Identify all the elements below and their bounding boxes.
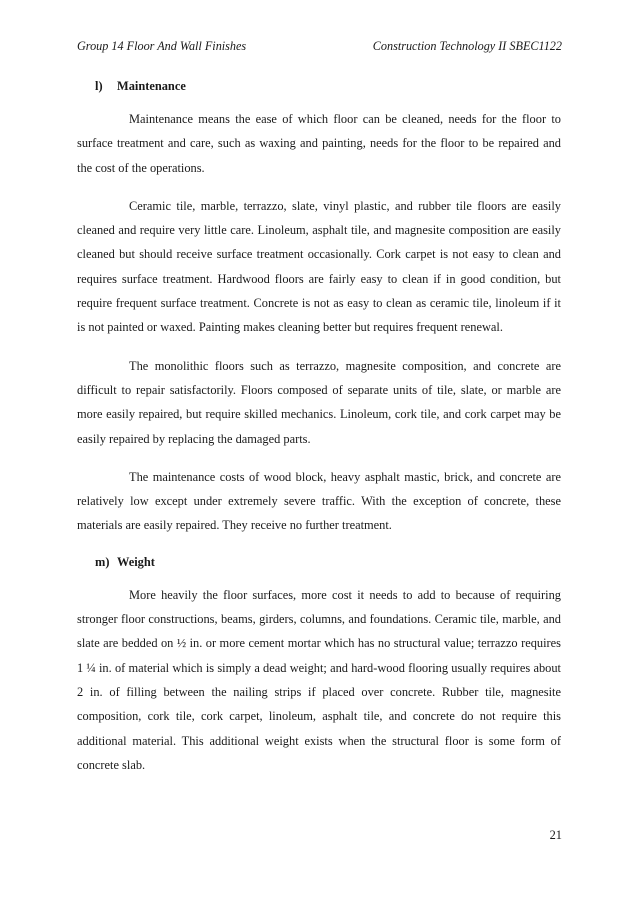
section-marker: m) — [95, 554, 110, 569]
page-number: 21 — [549, 828, 562, 842]
section-marker: l) — [95, 79, 103, 93]
section-heading-weight — [95, 552, 561, 572]
section-heading-maintenance — [95, 76, 561, 96]
header-right: Construction Technology II SBEC1122 — [372, 39, 562, 53]
page-body — [77, 76, 561, 777]
paragraph: The maintenance costs of wood block, heavy asphalt mastic, brick, and concrete are relatively low except under extremely severe traffic. With the exception of concrete, these materials are easily repaired. They receive no further treatment. — [77, 469, 561, 533]
section-title: Weight — [117, 554, 155, 569]
paragraph: The monolithic floors such as terrazzo, magnesite composition, and concrete are difficult to repair satisfactorily. Floors composed of separate units of tile, slate, or marble are more easily repaired, but require skilled mechanics. Linoleum, cork tile, and cork carpet may be easily repaired by replacing the damaged parts. — [77, 358, 561, 446]
header-left: Group 14 Floor And Wall Finishes — [77, 39, 247, 53]
paragraph: Ceramic tile, marble, terrazzo, slate, vinyl plastic, and rubber tile floors are easily cleaned and require very little care. Linoleum, asphalt tile, and magnesite composition are easily cleaned but should receive surface treatment occasionally. Cork carpet is not easy to clean and requires surface treatment. Hardwood floors are fairly easy to clean if in good condition, but require frequent surface treatment. Concrete is not as easy to clean as ceramic tile, linoleum if it is not painted or waxed. Painting makes cleaning better but requires frequent renewal. — [77, 198, 561, 335]
paragraph: More heavily the floor surfaces, more cost it needs to add to because of requiring stronger floor constructions, beams, girders, columns, and foundations. Ceramic tile, marble, and slate are bedded on ½ in. or more cement mortar which has no structural value; terrazzo requires 1 ¼ in. of material which is simply a dead weight; and hard-wood flooring usually requires about 2 in. of filling between the nailing strips if placed over concrete. Rubber tile, magnesite composition, cork tile, cork carpet, linoleum, asphalt tile, and concrete do not require this additional material. This additional weight exists when the structural floor is some form of concrete slab. — [77, 587, 561, 772]
paragraph: Maintenance means the ease of which floor can be cleaned, needs for the floor to surface treatment and care, such as waxing and painting, needs for the floor to be repaired and the cost of the operations. — [77, 112, 561, 175]
section-title: Maintenance — [117, 79, 186, 93]
page-header — [77, 38, 562, 54]
